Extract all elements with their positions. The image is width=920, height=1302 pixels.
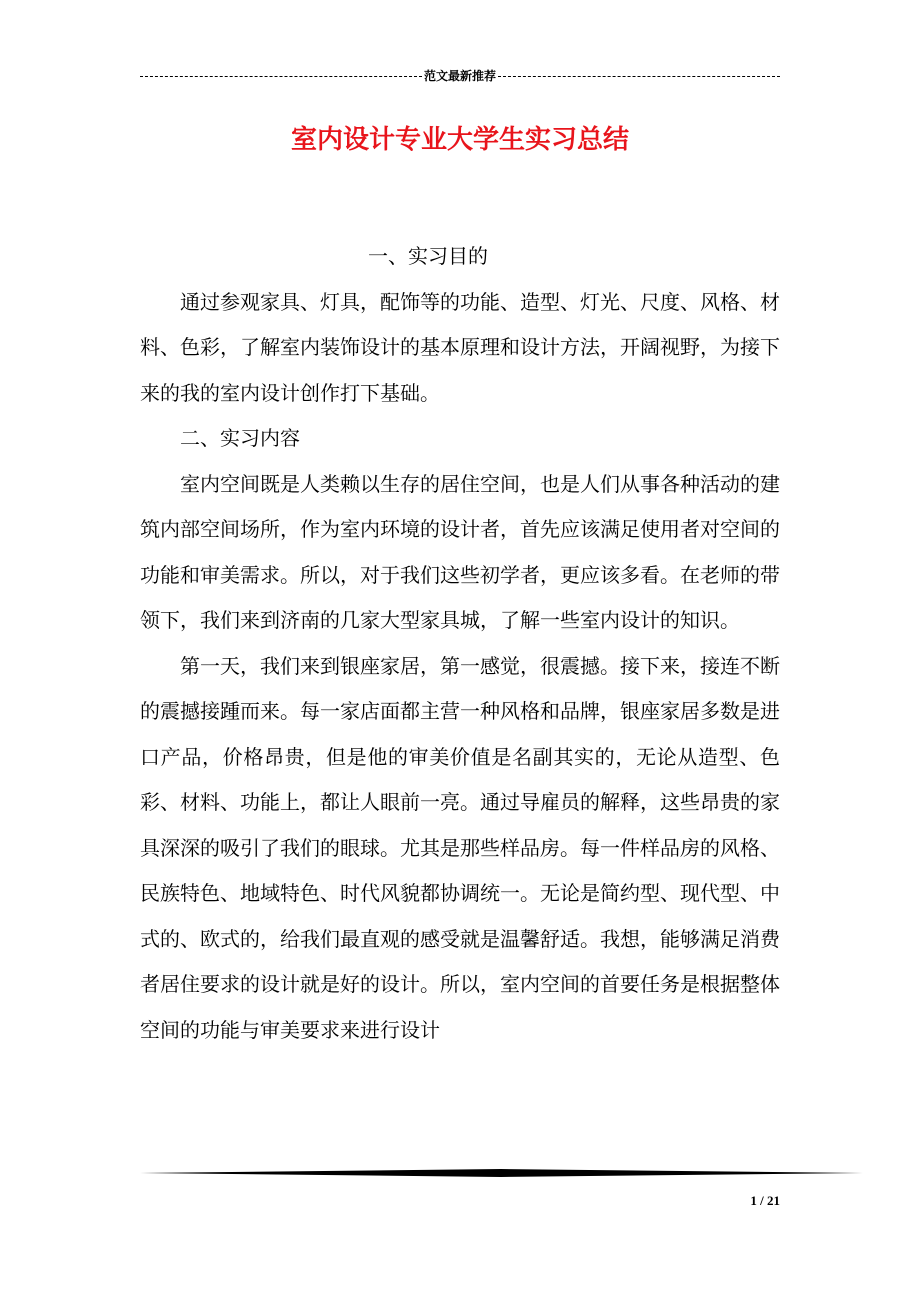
paragraph-purpose: 通过参观家具、灯具，配饰等的功能、造型、灯光、尺度、风格、材料、色彩，了解室内装饰设计的基本原理和设计方法，开阔视野，为接下来的我的室内设计创作打下基础。 [140, 289, 780, 405]
paragraph-content-1: 室内空间既是人类赖以生存的居住空间，也是人们从事各种活动的建筑内部空间场所，作为室内环境的设计者，首先应该满足使用者对空间的功能和审美需求。所以，对于我们这些初学者，更应该多看。在老师的带领下，我们来到济南的几家大型家具城，了解一些室内设计的知识。 [140, 471, 780, 632]
header-dash-right [498, 76, 780, 77]
paragraph-content-2: 第一天，我们来到银座家居，第一感觉，很震撼。接下来，接连不断的震撼接踵而来。每一家店面都主营一种风格和品牌，银座家居多数是进口产品，价格昂贵，但是他的审美价值是名副其实的，无论从造型、色彩、材料、功能上，都让人眼前一亮。通过导雇员的解释，这些昂贵的家具深深的吸引了我们的眼球。尤其是那些样品房。每一件样品房的风格、民族特色、地域特色、时代风貌都协调统一。无论是简约型、现代型、中式的、欧式的，给我们最直观的感受就是温馨舒适。我想，能够满足消费者居住要求的设计就是好的设计。所以，室内空间的首要任务是根据整体空间的功能与审美要求来进行设计 [140, 653, 780, 1042]
header-label: 范文最新推荐 [424, 69, 497, 83]
document-body [140, 234, 780, 1053]
footer-rule [140, 1168, 863, 1178]
header-dash-left [140, 76, 422, 77]
page-header [140, 68, 780, 84]
section-heading-purpose: 一、实习目的 [368, 244, 488, 268]
page-number: 1 / 21 [750, 1193, 780, 1208]
section-heading-content: 二、实习内容 [180, 426, 300, 450]
document-title: 室内设计专业大学生实习总结 [290, 125, 629, 155]
